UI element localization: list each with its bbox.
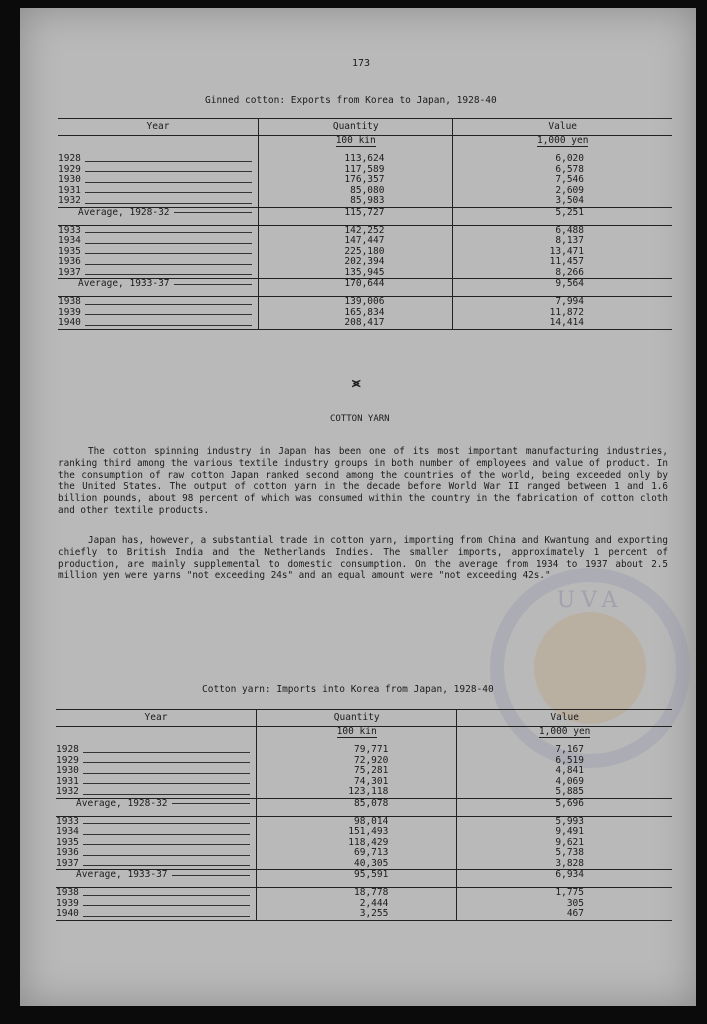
quantity-cell: 123,118	[257, 787, 457, 798]
average-value: 5,251	[453, 207, 672, 225]
value-cell: 11,872	[453, 308, 672, 319]
value-cell: 5,885	[457, 787, 672, 798]
quantity-cell: 151,493	[257, 827, 457, 838]
quantity-cell: 3,255	[257, 909, 457, 920]
table-row	[56, 766, 672, 777]
average-value: 5,696	[457, 798, 672, 816]
table-row	[58, 196, 672, 207]
value-cell: 4,841	[457, 766, 672, 777]
quantity-unit: 100 kin	[336, 726, 377, 737]
average-value: 9,564	[453, 279, 672, 297]
year-cell: 1931	[58, 184, 81, 196]
average-label: Average, 1928-32	[76, 797, 168, 809]
cotton-yarn-table	[56, 709, 672, 921]
year-cell: 1936	[58, 256, 81, 267]
value-cell: 7,167	[457, 745, 672, 756]
year-cell: 1930	[58, 174, 81, 185]
quantity-cell: 135,945	[259, 268, 453, 279]
table-row	[56, 909, 672, 920]
col-header-year: Year	[56, 710, 257, 727]
value-cell: 6,519	[457, 756, 672, 767]
quantity-cell: 113,624	[259, 154, 453, 165]
year-cell: 1930	[56, 765, 79, 776]
ginned-cotton-table	[58, 118, 672, 330]
quantity-cell: 75,281	[257, 766, 457, 777]
average-quantity: 115,727	[259, 207, 453, 225]
quantity-cell: 118,429	[257, 838, 457, 849]
quantity-cell: 139,006	[259, 297, 453, 308]
average-row	[56, 798, 672, 816]
quantity-cell: 72,920	[257, 756, 457, 767]
value-cell: 305	[457, 899, 672, 910]
quantity-cell: 74,301	[257, 777, 457, 788]
average-value: 6,934	[457, 870, 672, 888]
quantity-cell: 142,252	[259, 225, 453, 236]
table-row	[58, 257, 672, 268]
table-row	[56, 848, 672, 859]
paragraph-2: Japan has, however, a substantial trade in cotton yarn, importing from China and Kwantung and exporting chiefly to British India and the Netherlands Indies. The smaller imports, approximately 1 percent of production, are mainly supplemental to domestic consumption. On the average from 1934 to 1937 about 2.5 million yen were yarns "not exceeding 24s" and an equal amount were "not exceeding 42s."	[58, 535, 668, 582]
year-cell: 1933	[58, 224, 81, 236]
year-cell: 1940	[58, 317, 81, 328]
quantity-cell: 208,417	[259, 318, 453, 329]
table2-title: Cotton yarn: Imports into Korea from Japan, 1928-40	[202, 684, 494, 695]
value-cell: 7,546	[453, 175, 672, 186]
quantity-cell: 85,983	[259, 196, 453, 207]
table-row	[56, 827, 672, 838]
year-cell: 1928	[56, 744, 79, 755]
section-heading: COTTON YARN	[330, 414, 390, 424]
value-unit: 1,000 yen	[536, 135, 589, 146]
average-label: Average, 1933-37	[76, 869, 168, 880]
value-unit: 1,000 yen	[538, 726, 591, 737]
year-cell: 1938	[58, 296, 81, 307]
year-cell: 1932	[56, 786, 79, 797]
value-cell: 7,994	[453, 297, 672, 308]
value-cell: 467	[457, 909, 672, 920]
table-row	[56, 859, 672, 870]
year-cell: 1939	[58, 306, 81, 318]
col-header-value: Value	[457, 710, 672, 727]
quantity-cell: 2,444	[257, 899, 457, 910]
average-quantity: 85,078	[257, 798, 457, 816]
year-cell: 1929	[58, 163, 81, 175]
value-cell: 3,828	[457, 859, 672, 870]
average-quantity: 95,591	[257, 870, 457, 888]
year-cell: 1937	[58, 266, 81, 278]
value-cell: 6,488	[453, 225, 672, 236]
average-row	[56, 870, 672, 888]
table-row	[58, 297, 672, 308]
year-cell: 1934	[56, 826, 79, 837]
value-cell: 1,775	[457, 888, 672, 899]
value-cell: 9,621	[457, 838, 672, 849]
col-header-quantity: Quantity	[257, 710, 457, 727]
value-cell: 8,137	[453, 236, 672, 247]
year-cell: 1928	[58, 153, 81, 164]
value-cell: 4,069	[457, 777, 672, 788]
table-row	[56, 888, 672, 899]
quantity-cell: 117,589	[259, 165, 453, 176]
year-cell: 1931	[56, 775, 79, 787]
quantity-cell: 147,447	[259, 236, 453, 247]
table-row	[58, 318, 672, 329]
year-cell: 1933	[56, 815, 79, 827]
year-cell: 1929	[56, 754, 79, 766]
year-cell: 1934	[58, 235, 81, 246]
page-number: 173	[352, 58, 371, 69]
value-cell: 6,578	[453, 165, 672, 176]
year-cell: 1938	[56, 887, 79, 898]
year-cell: 1937	[56, 857, 79, 869]
value-cell: 5,738	[457, 848, 672, 859]
quantity-unit: 100 kin	[335, 135, 376, 146]
col-header-value: Value	[453, 119, 672, 136]
quantity-cell: 176,357	[259, 175, 453, 186]
average-quantity: 170,644	[259, 279, 453, 297]
col-header-year: Year	[58, 119, 259, 136]
value-cell: 5,993	[457, 816, 672, 827]
table-row	[56, 787, 672, 798]
value-cell: 14,414	[453, 318, 672, 329]
watermark-text: UVA	[556, 588, 624, 613]
value-cell: 9,491	[457, 827, 672, 838]
average-label: Average, 1928-32	[78, 206, 170, 218]
year-cell: 1939	[56, 897, 79, 909]
average-label: Average, 1933-37	[78, 278, 170, 289]
value-cell: 11,457	[453, 257, 672, 268]
value-cell: 6,020	[453, 154, 672, 165]
table-row	[58, 268, 672, 279]
table-row	[56, 745, 672, 756]
paragraph-1: The cotton spinning industry in Japan has been one of its most important manufacturing industries, ranking third among the various textile industry groups in both number of employees and value of product. In the consumption of raw cotton Japan ranked second among the countries of the world, being exceeded only by the United States. The output of cotton yarn in the decade before World War II ranged between 1 and 1.6 billion pounds, about 98 percent of which was consumed within the country in the fabrication of cotton cloth and other textile products.	[58, 446, 668, 516]
quantity-cell: 40,305	[257, 859, 457, 870]
quantity-cell: 202,394	[259, 257, 453, 268]
year-cell: 1935	[56, 836, 79, 848]
quantity-cell: 165,834	[259, 308, 453, 319]
value-cell: 8,266	[453, 268, 672, 279]
table-row	[58, 236, 672, 247]
average-row	[58, 279, 672, 297]
table-row	[58, 154, 672, 165]
quantity-cell: 69,713	[257, 848, 457, 859]
average-row	[58, 207, 672, 225]
value-cell: 2,609	[453, 186, 672, 197]
value-cell: 13,471	[453, 247, 672, 258]
value-cell: 3,504	[453, 196, 672, 207]
rotunda-emblem	[534, 612, 646, 724]
col-header-quantity: Quantity	[259, 119, 453, 136]
quantity-cell: 225,180	[259, 247, 453, 258]
table1-title: Ginned cotton: Exports from Korea to Japan, 1928-40	[205, 95, 497, 106]
quantity-cell: 98,014	[257, 816, 457, 827]
year-cell: 1935	[58, 245, 81, 257]
quantity-cell: 79,771	[257, 745, 457, 756]
quantity-cell: 85,080	[259, 186, 453, 197]
year-cell: 1936	[56, 847, 79, 858]
section-ornament: ⪤	[352, 376, 361, 391]
year-cell: 1940	[56, 908, 79, 919]
table-row	[58, 175, 672, 186]
quantity-cell: 18,778	[257, 888, 457, 899]
year-cell: 1932	[58, 195, 81, 206]
